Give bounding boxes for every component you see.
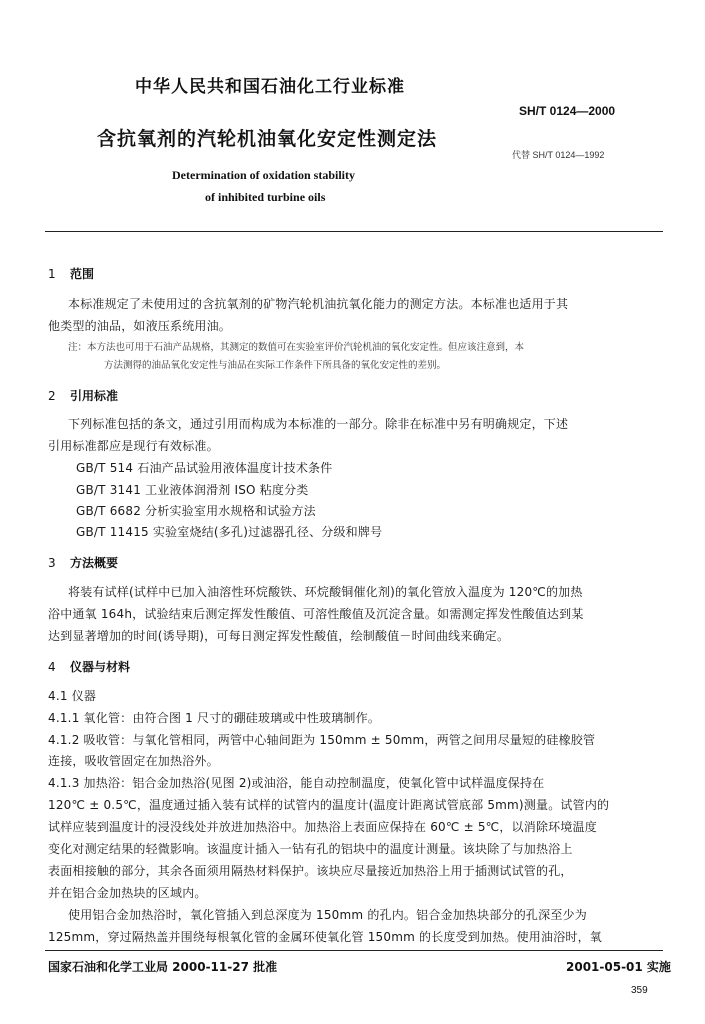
- section-3-para-line3: 达到显著增加的时间(诱导期)，可每日测定挥发性酸值，绘制酸值－时间曲线来确定。: [48, 629, 510, 643]
- english-title-line1: Determination of oxidation stability: [172, 168, 355, 182]
- section-2-heading: 2 引用标准: [48, 389, 119, 403]
- section-1-note-line2: 方法测得的油品氧化安定性与油品在实际工作条件下所具备的氧化安定性的差别。: [104, 360, 447, 371]
- subsection-4-1: 4.1 仪器: [48, 689, 97, 703]
- page-number: 359: [631, 985, 648, 996]
- clause-4-1-3-line7: 使用铝合金加热浴时，氧化管插入到总深度为 150mm 的孔内。铝合金加热块部分的孔深至少为: [68, 908, 587, 922]
- standard-number: SH/T 0124—2000: [519, 104, 616, 118]
- section-4-heading: 4 仪器与材料: [48, 660, 131, 674]
- reference-item: GB/T 11415 实验室烧结(多孔)过滤器孔径、分级和牌号: [76, 525, 383, 539]
- section-1-para-line1: 本标准规定了未使用过的含抗氧剂的矿物汽轮机油抗氧化能力的测定方法。本标准也适用于其: [68, 297, 569, 311]
- clause-4-1-3-line3: 试样应装到温度计的浸没线处并放进加热浴中。加热浴上表面应保持在 60℃ ± 5℃，以消除环境温度: [48, 820, 597, 834]
- section-3-para-line1: 将装有试样(试样中已加入油溶性环烷酸铁、环烷酸铜催化剂)的氧化管放入温度为 120℃的加热: [68, 585, 583, 599]
- section-3-para-line2: 浴中通氧 164h，试验结束后测定挥发性酸值、可溶性酸值及沉淀含量。如需测定挥发性酸值达到某: [48, 607, 584, 621]
- section-1-heading: 1 范围: [48, 267, 95, 281]
- clause-4-1-3-line1: 4.1.3 加热浴：铝合金加热浴(见图 2)或油浴，能自动控制温度，使氧化管中试样温度保持在: [48, 776, 545, 790]
- english-title-line2: of inhibited turbine oils: [205, 190, 326, 204]
- reference-item: GB/T 6682 分析实验室用水规格和试验方法: [76, 504, 316, 518]
- replaces-note: 代替 SH/T 0124—1992: [512, 150, 605, 160]
- clause-4-1-2-line1: 4.1.2 吸收管：与氧化管相同，两管中心轴间距为 150mm ± 50mm，两管之间用尽量短的硅橡胶管: [48, 733, 596, 747]
- header-divider: [45, 231, 663, 232]
- footer-divider: [45, 950, 663, 951]
- section-3-heading: 3 方法概要: [48, 556, 119, 570]
- reference-item: GB/T 3141 工业液体润滑剂 ISO 粘度分类: [76, 483, 309, 497]
- document-title: 含抗氧剂的汽轮机油氧化安定性测定法: [97, 128, 438, 150]
- clause-4-1-3-line6: 并在铝合金加热块的区域内。: [48, 886, 207, 900]
- section-1-para-line2: 他类型的油品，如液压系统用油。: [48, 319, 232, 333]
- clause-4-1-3-line8: 125mm，穿过隔热盖并围绕每根氧化管的金属环使氧化管 150mm 的长度受到加热。使用油浴时，氧: [48, 930, 602, 944]
- clause-4-1-3-line2: 120℃ ± 0.5℃，温度通过插入装有试样的试管内的温度计(温度计距离试管底部 5mm)测量。试管内的: [48, 798, 610, 812]
- section-2-para-line1: 下列标准包括的条文，通过引用而构成为本标准的一部分。除非在标准中另有明确规定，下述: [68, 417, 569, 431]
- section-1-note-line1: 注：本方法也可用于石油产品规格，其测定的数值可在实验室评价汽轮机油的氧化安定性。但应该注意到，本: [68, 342, 525, 353]
- reference-item: GB/T 514 石油产品试验用液体温度计技术条件: [76, 461, 333, 475]
- section-2-para-line2: 引用标准都应是现行有效标准。: [48, 439, 219, 453]
- organization-header: 中华人民共和国石油化工行业标准: [135, 77, 405, 97]
- clause-4-1-3-line4: 变化对测定结果的轻微影响。该温度计插入一钻有孔的铝块中的温度计测量。该块除了与加热浴上: [48, 842, 573, 856]
- clause-4-1-1: 4.1.1 氧化管：由符合图 1 尺寸的硼硅玻璃或中性玻璃制作。: [48, 711, 381, 725]
- approval-line: 国家石油和化学工业局 2000-11-27 批准: [48, 960, 278, 974]
- clause-4-1-2-line2: 连接，吸收管固定在加热浴外。: [48, 754, 219, 768]
- clause-4-1-3-line5: 表面相接触的部分，其余各面须用隔热材料保护。该块应尽量接近加热浴上用于插测试试管的孔，: [48, 864, 573, 878]
- effective-date: 2001-05-01 实施: [566, 960, 671, 974]
